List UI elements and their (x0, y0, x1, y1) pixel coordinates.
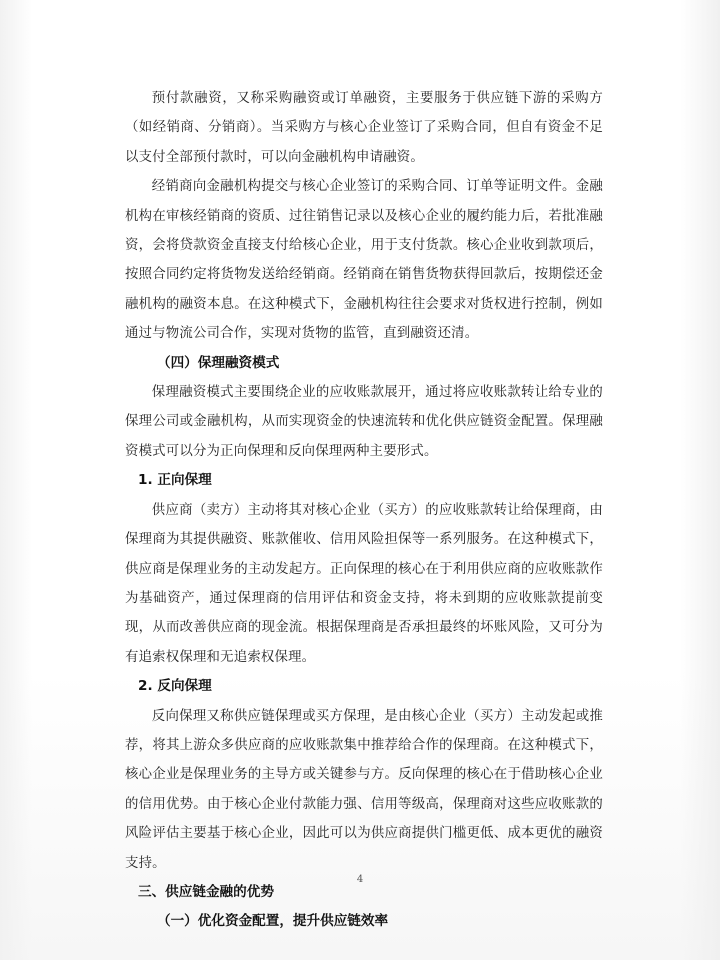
heading-advantages: 三、供应链金融的优势 (138, 883, 274, 900)
paragraph-reverse-factoring: 反向保理又称供应链保理或买方保理，是由核心企业（买方）主动发起或推荐，将其上游众多供应商的应收账款集中推荐给合作的保理商。在这种模式下，核心企业是保理业务的主导方或关键参与方。反向保理的核心在于借助核心企业的信用优势。由于核心企业付款能力强、信用等级高，保理商对这些应收账款的风险评估主要基于核心企业，因此可以为供应商提供门槛更低、成本更优的融资支持。 (125, 708, 603, 871)
page-edge-shadow-right (680, 0, 720, 960)
heading-optimize-capital: （一）优化资金配置，提升供应链效率 (157, 913, 389, 930)
paragraph-dealer-process: 经销商向金融机构提交与核心企业签订的采购合同、订单等证明文件。金融机构在审核经销商的资质、过往销售记录以及核心企业的履约能力后，若批准融资，会将贷款资金直接支付给核心企业，用于支付货款。核心企业收到款项后，按照合同约定将货物发送给经销商。经销商在销售货物获得回款后，按期偿还金融机构的融资本息。在这种模式下，金融机构往往会要求对货权进行控制，例如通过与物流公司合作，实现对货物的监管，直到融资还清。 (125, 179, 603, 342)
heading-reverse-factoring: 2. 反向保理 (138, 678, 212, 695)
paragraph-forward-factoring: 供应商（卖方）主动将其对核心企业（买方）的应收账款转让给保理商，由保理商为其提供融资、账款催收、信用风险担保等一系列服务。在这种模式下，供应商是保理业务的主动发起方。正向保理的核心在于利用供应商的应收账款作为基础资产，通过保理商的信用评估和资金支持，将未到期的应收账款提前变现，从而改善供应商的现金流。根据保理商是否承担最终的坏账风险，又可分为有追索权保理和无追索权保理。 (125, 502, 603, 665)
paragraph-prepayment-financing: 预付款融资，又称采购融资或订单融资，主要服务于供应链下游的采购方（如经销商、分销商）。当采购方与核心企业签订了采购合同，但自有资金不足以支付全部预付款时，可以向金融机构申请融资。 (125, 91, 603, 165)
heading-forward-factoring: 1. 正向保理 (138, 472, 212, 489)
document-body (125, 84, 603, 937)
paragraph-factoring-overview: 保理融资模式主要围绕企业的应收账款展开，通过将应收账款转让给专业的保理公司或金融机构，从而实现资金的快速流转和优化供应链资金配置。保理融资模式可以分为正向保理和反向保理两种主要形式。 (125, 385, 603, 459)
page-edge-shadow-left (0, 0, 32, 960)
page-number: 4 (356, 874, 364, 885)
heading-factoring-mode: （四）保理融资模式 (157, 354, 280, 371)
